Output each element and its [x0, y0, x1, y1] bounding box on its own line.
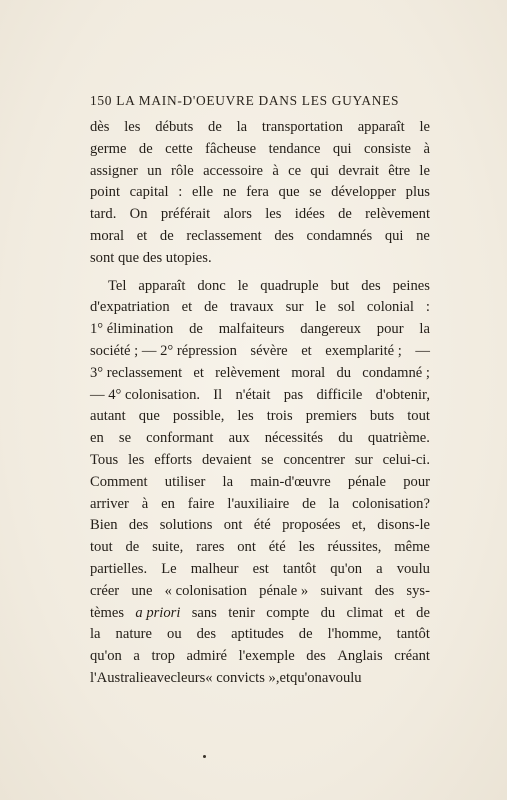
word: rôle	[171, 162, 194, 179]
word: créer	[90, 582, 120, 599]
word: « colonisation	[164, 582, 247, 599]
word: sys-	[406, 582, 430, 599]
word: dangereux	[300, 321, 361, 338]
word: moral	[90, 227, 125, 244]
word: tendance	[268, 140, 321, 157]
word: Tel	[108, 277, 127, 294]
word: la	[236, 119, 248, 135]
word: suivant	[320, 582, 363, 599]
text-line	[90, 161, 430, 183]
word: les	[298, 539, 315, 556]
word: buts	[369, 408, 395, 425]
word: exemplarité ;	[325, 342, 402, 359]
word: en	[90, 430, 104, 447]
word: l'exemple	[238, 648, 295, 665]
text-line	[90, 182, 430, 204]
word: qui	[384, 227, 404, 244]
word: le	[237, 277, 249, 294]
word: débuts	[155, 119, 194, 135]
word: On	[129, 206, 148, 223]
word: pour	[376, 321, 404, 338]
text-line	[90, 363, 430, 385]
word: sont que des utopies.	[90, 249, 212, 266]
word: point	[90, 184, 120, 201]
word: de	[125, 539, 140, 556]
text-line	[90, 668, 430, 690]
word: et	[181, 299, 193, 316]
word: à	[423, 140, 430, 157]
text-line	[90, 341, 430, 363]
word: d'obtenir,	[375, 386, 430, 403]
word: idées	[294, 206, 325, 223]
word: qu'on	[290, 669, 322, 686]
word: but	[330, 277, 350, 294]
word: de	[204, 299, 218, 316]
word: voulu	[396, 560, 430, 577]
word: sans	[191, 604, 217, 621]
text-line	[90, 428, 430, 450]
word: pénale »	[259, 582, 309, 599]
text-line	[90, 226, 430, 248]
word: donc	[197, 277, 226, 294]
word: alors	[223, 206, 252, 223]
word: quadruple	[260, 277, 319, 294]
word: fera	[246, 184, 269, 201]
word: proposées	[282, 517, 341, 534]
word: a	[376, 560, 383, 577]
word: des	[306, 648, 326, 665]
word: avec	[150, 669, 177, 686]
word: créant	[394, 648, 430, 665]
text-line	[90, 581, 430, 603]
word: Bien	[90, 517, 118, 534]
word: le	[315, 299, 326, 316]
text-line	[90, 276, 430, 298]
word: elle	[191, 184, 214, 201]
word: que	[138, 408, 160, 425]
word: même	[394, 539, 430, 556]
word: voulu	[328, 669, 362, 686]
text-line	[90, 319, 430, 341]
word: qui	[332, 140, 352, 157]
word: arriver	[90, 495, 129, 512]
word: travaux	[229, 299, 274, 316]
word: relèvement	[365, 206, 430, 223]
word: des	[374, 582, 395, 599]
word: sur	[285, 299, 304, 316]
word: Tous	[90, 451, 119, 468]
word: tout	[407, 408, 430, 425]
word: de	[416, 604, 430, 621]
word: conformant	[146, 430, 214, 447]
word: ce	[288, 162, 302, 179]
word: apparaît	[357, 119, 405, 135]
word: de	[189, 321, 203, 338]
word: aptitudes	[231, 626, 284, 643]
text-line	[90, 537, 430, 559]
word: l'auxiliaire	[227, 495, 290, 512]
word: qui	[310, 162, 330, 179]
word: :	[425, 299, 430, 316]
word: été	[253, 517, 271, 534]
word: partielles.	[90, 560, 148, 577]
word: du	[336, 364, 352, 381]
word: les	[265, 206, 282, 223]
word: et	[394, 604, 405, 621]
word: nature	[115, 626, 153, 643]
text-line	[90, 297, 430, 319]
word: — 4° colonisation.	[90, 386, 201, 403]
word: qu'on	[330, 560, 363, 577]
word: relèvement	[215, 364, 280, 381]
word: malfaiteurs	[218, 321, 285, 338]
text-line	[90, 559, 430, 581]
word: colonisation?	[352, 495, 430, 512]
word: peines	[392, 277, 430, 294]
word: de	[208, 119, 222, 135]
word: que	[278, 184, 300, 201]
word: 3° reclassement	[90, 364, 183, 381]
word: société ; — 2° répression	[90, 342, 237, 359]
word: de	[302, 495, 316, 512]
word: le	[419, 162, 430, 179]
word: dès	[90, 119, 110, 135]
word: du	[320, 604, 336, 621]
word: en	[161, 495, 175, 512]
word: faire	[187, 495, 215, 512]
word: n'était	[235, 386, 271, 403]
word: de	[138, 140, 153, 157]
word: à	[141, 495, 149, 512]
word: fâcheuse	[205, 140, 257, 157]
word: moral	[291, 364, 326, 381]
paragraph	[90, 117, 430, 270]
word: condamnés	[306, 227, 373, 244]
text-line	[90, 248, 430, 270]
word: nécessités	[264, 430, 324, 447]
word: l'Australie	[90, 669, 151, 686]
word: pas	[283, 386, 304, 403]
word: colonial	[366, 299, 414, 316]
word: et,	[351, 517, 366, 534]
text-line	[90, 117, 430, 139]
word: rares	[196, 539, 225, 556]
word: et	[301, 342, 312, 359]
page-number: 150	[90, 93, 113, 108]
word: transportation	[261, 119, 343, 135]
text-line	[90, 204, 430, 226]
word: est	[252, 560, 269, 577]
word: admiré	[186, 648, 228, 665]
word: se	[309, 184, 322, 201]
word: suite,	[152, 539, 184, 556]
word: « convicts »,	[205, 669, 280, 686]
word: qu'on	[90, 648, 122, 665]
word: condamné ;	[362, 364, 430, 381]
word: trop	[151, 648, 175, 665]
word: malheur	[190, 560, 239, 577]
word: réussites,	[327, 539, 382, 556]
word: a priori	[135, 604, 181, 621]
word: été	[268, 539, 286, 556]
word: assigner	[90, 162, 138, 179]
word: a	[133, 648, 140, 665]
word: autant	[90, 408, 126, 425]
word: du	[338, 430, 353, 447]
word: efforts	[154, 451, 193, 468]
word: sévère	[250, 342, 288, 359]
word: plus	[405, 184, 430, 201]
word: celui-ci.	[382, 451, 430, 468]
word: quatrième.	[367, 430, 430, 447]
text-line	[90, 406, 430, 428]
word: tenir	[228, 604, 255, 621]
word: tout	[90, 539, 113, 556]
paragraph	[90, 276, 430, 690]
text-line	[90, 385, 430, 407]
word: Comment	[90, 473, 148, 490]
word: la	[90, 626, 101, 643]
text-line	[90, 450, 430, 472]
word: se	[118, 430, 132, 447]
word: tantôt	[282, 560, 317, 577]
word: de	[338, 206, 352, 223]
word: solutions	[159, 517, 213, 534]
word: pénale	[347, 473, 387, 490]
word: aux	[228, 430, 250, 447]
word: de	[298, 626, 313, 643]
text-line	[90, 139, 430, 161]
word: développer	[331, 184, 396, 201]
running-header	[90, 93, 430, 109]
word: le	[419, 119, 430, 135]
word: les	[128, 451, 145, 468]
word: et	[279, 669, 291, 686]
word: devrait	[338, 162, 379, 179]
word: a	[321, 669, 329, 686]
running-title: LA MAIN-D'OEUVRE DANS LES GUYANES	[116, 93, 400, 108]
word: difficile	[316, 386, 363, 403]
word: Le	[161, 560, 177, 577]
word: apparaît	[138, 277, 186, 294]
word: des	[196, 626, 217, 643]
word: reclassement	[186, 227, 262, 244]
word: d'expatriation	[90, 299, 170, 316]
word: compte	[266, 604, 310, 621]
word: pour	[403, 473, 430, 490]
word: :	[178, 184, 183, 201]
word: capital	[129, 184, 169, 201]
word: tèmes	[90, 604, 125, 621]
word: 1° élimination	[90, 321, 174, 338]
text-line	[90, 624, 430, 646]
text-line	[90, 646, 430, 668]
text-line	[90, 494, 430, 516]
print-speck	[203, 755, 206, 758]
text-line	[90, 603, 430, 625]
word: utiliser	[164, 473, 206, 490]
word: la	[419, 321, 430, 338]
word: tantôt	[396, 626, 430, 643]
word: les	[124, 119, 141, 135]
word: des	[128, 517, 149, 534]
word: ne	[222, 184, 237, 201]
word: possible,	[172, 408, 225, 425]
word: de	[159, 227, 174, 244]
word: disons-le	[377, 517, 430, 534]
word: ont	[237, 539, 256, 556]
word: —	[415, 342, 430, 359]
word: concentrer	[283, 451, 345, 468]
word: l'homme,	[327, 626, 382, 643]
word: trois	[266, 408, 293, 425]
word: la	[328, 495, 340, 512]
word: devaient	[201, 451, 252, 468]
word: sur	[354, 451, 373, 468]
word: premiers	[305, 408, 357, 425]
word: accessoire	[203, 162, 264, 179]
word: Il	[213, 386, 223, 403]
word: des	[274, 227, 294, 244]
word: cette	[165, 140, 193, 157]
text-line	[90, 515, 430, 537]
word: une	[131, 582, 153, 599]
word: Anglais	[337, 648, 383, 665]
word: leurs	[176, 669, 206, 686]
word: sol	[337, 299, 355, 316]
word: tard.	[90, 206, 117, 223]
body-text	[90, 117, 430, 690]
word: se	[261, 451, 274, 468]
text-line	[90, 472, 430, 494]
word: à	[272, 162, 279, 179]
word: préférait	[160, 206, 211, 223]
word: être	[388, 162, 411, 179]
word: les	[237, 408, 254, 425]
word: consiste	[363, 140, 412, 157]
word: un	[147, 162, 162, 179]
word: la	[222, 473, 234, 490]
word: climat	[346, 604, 383, 621]
word: ou	[167, 626, 182, 643]
word: des	[361, 277, 381, 294]
word: germe	[90, 140, 127, 157]
word: ont	[223, 517, 243, 534]
word: et	[136, 227, 148, 244]
word: et	[193, 364, 204, 381]
word: main-d'œuvre	[250, 473, 331, 490]
word: ne	[416, 227, 430, 244]
